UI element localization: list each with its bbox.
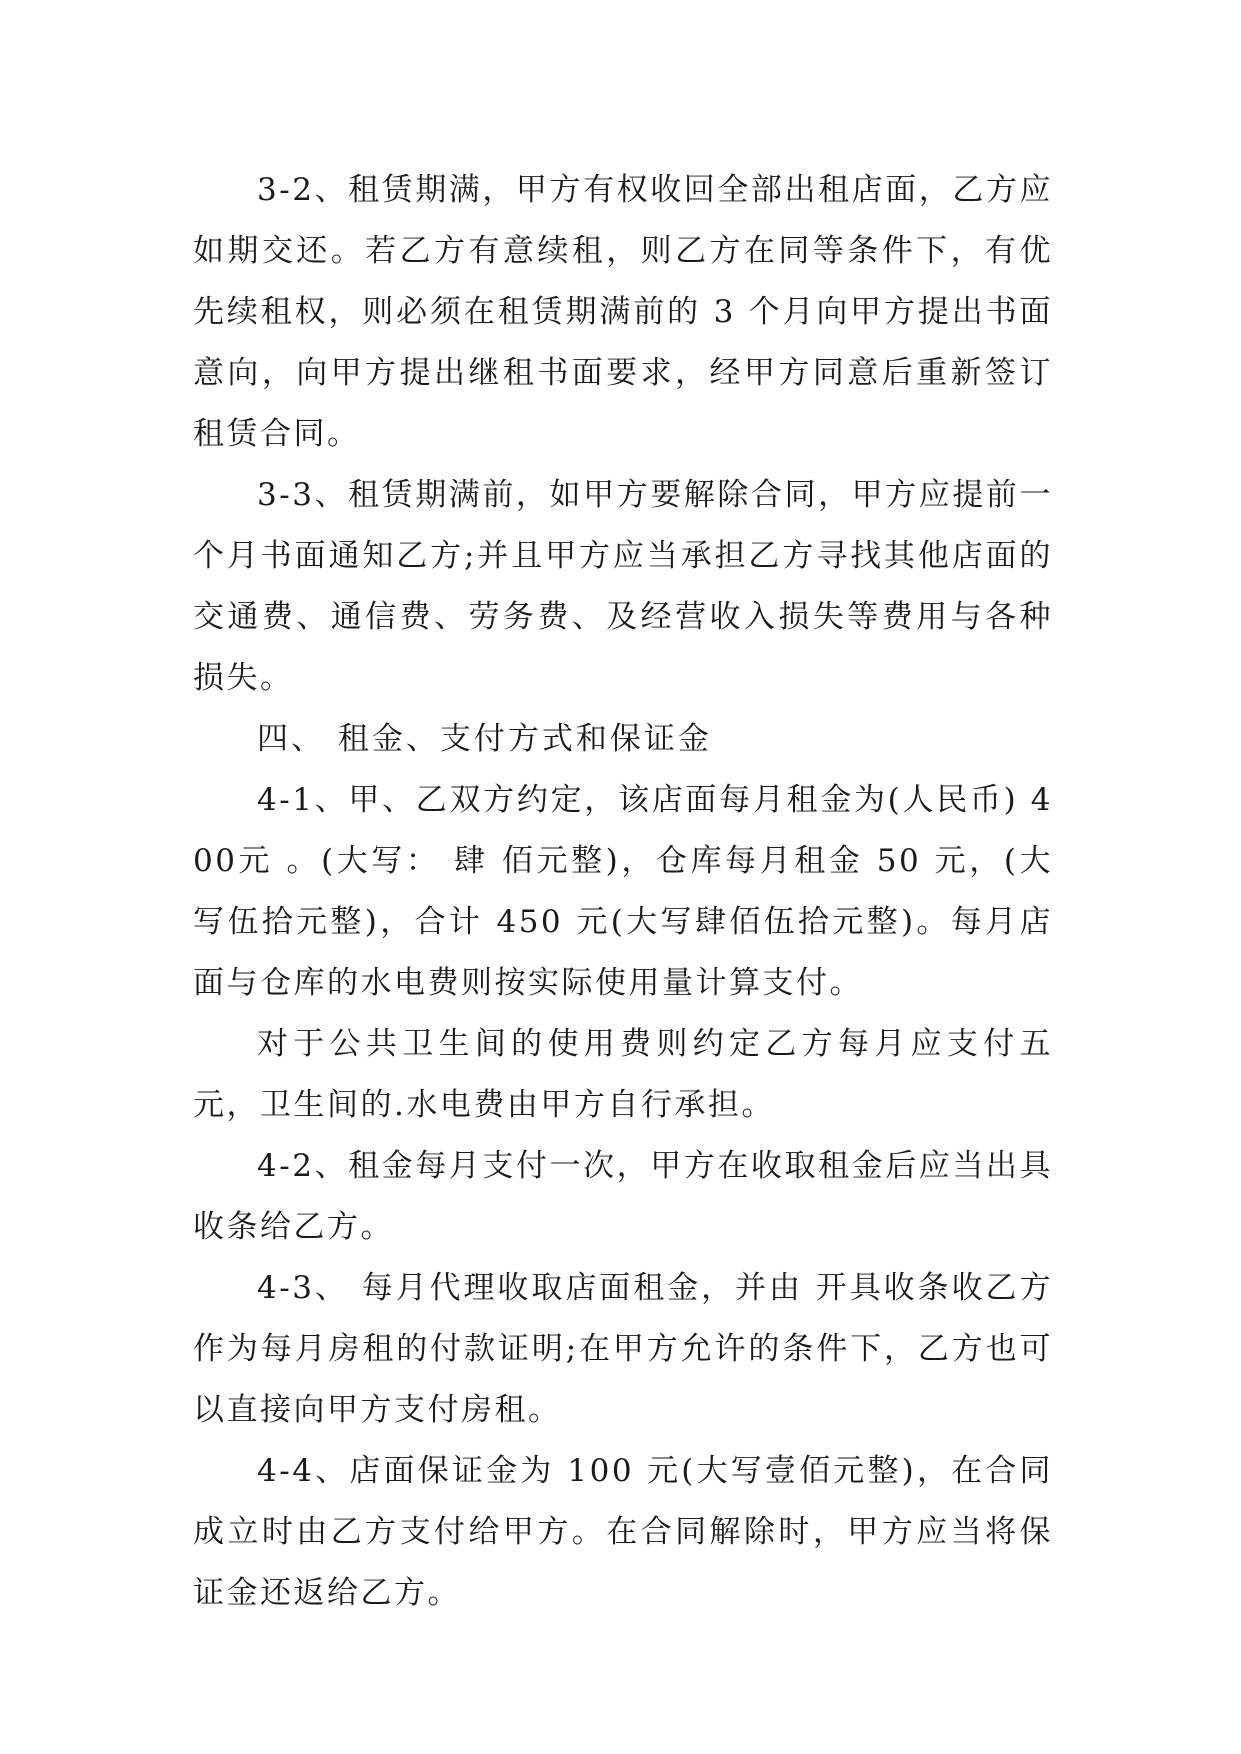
clause-4-4: 4-4、店面保证金为 100 元(大写壹佰元整)，在合同成立时由乙方支付给甲方。在合同解除时，甲方应当将保证金还返给乙方。 — [193, 1453, 1053, 1611]
document-body — [193, 160, 1053, 1624]
clause-3-3: 3-3、租赁期满前，如甲方要解除合同，甲方应提前一个月书面通知乙方;并且甲方应当承担乙方寻找其他店面的交通费、通信费、劳务费、及经营收入损失等费用与各种损失。 — [193, 477, 1053, 696]
clause-restroom-fee: 对于公共卫生间的使用费则约定乙方每月应支付五元，卫生间的.水电费由甲方自行承担。 — [193, 1026, 1053, 1123]
clause-4-3: 4-3、 每月代理收取店面租金，并由 开具收条收乙方作为每月房租的付款证明;在甲方允许的条件下，乙方也可以直接向甲方支付房租。 — [193, 1270, 1053, 1428]
clause-4-1: 4-1、甲、乙双方约定，该店面每月租金为(人民币) 400元 。(大写： 肆 佰元整)，仓库每月租金 50 元，(大写伍拾元整)，合计 450 元(大写肆佰伍拾元整)。每月店面与仓库的水电费则按实际使用量计算支付。 — [193, 782, 1053, 1001]
clause-3-2: 3-2、租赁期满，甲方有权收回全部出租店面，乙方应如期交还。若乙方有意续租，则乙方在同等条件下，有优先续租权，则必须在租赁期满前的 3 个月向甲方提出书面意向，向甲方提出继租书面要求，经甲方同意后重新签订租赁合同。 — [193, 172, 1053, 452]
section-heading-4: 四、 租金、支付方式和保证金 — [257, 721, 712, 757]
clause-4-2: 4-2、租金每月支付一次，甲方在收取租金后应当出具收条给乙方。 — [193, 1148, 1053, 1245]
